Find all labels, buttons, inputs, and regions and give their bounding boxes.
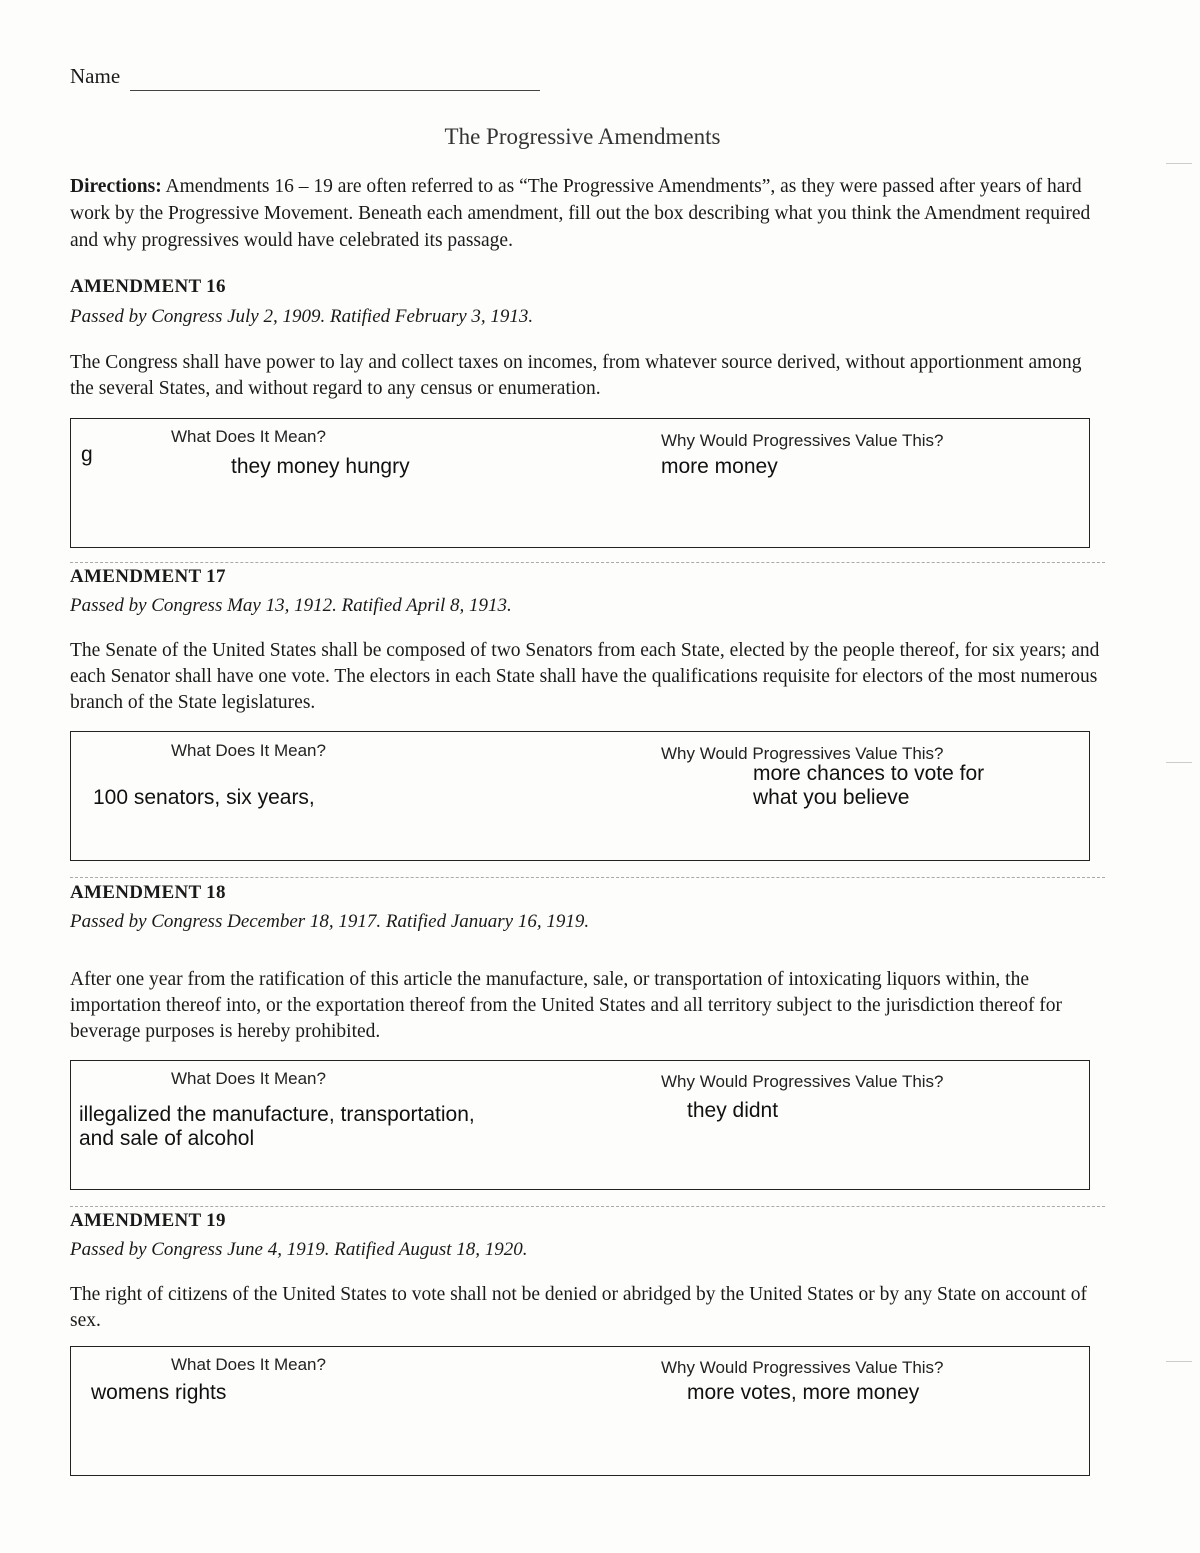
amendment-16-why-answer[interactable]: more money <box>661 455 778 478</box>
scan-margin-mark <box>1166 762 1192 763</box>
section-divider <box>70 562 1105 563</box>
amendment-18-meaning-answer[interactable]: illegalized the manufacture, transportation, and sale of alcohol <box>79 1103 475 1150</box>
amendment-18-text: After one year from the ratification of this article the manufacture, sale, or transportation of intoxicating liquors within, the importation thereof into, or the exportation thereof from the United States and all territory subject to the jurisdiction thereof for beverage purposes is hereby prohibited. <box>70 969 1063 1042</box>
amendment-18-dates: Passed by Congress December 18, 1917. Ratified January 16, 1919. <box>70 911 590 932</box>
scan-margin-mark <box>1166 1361 1192 1362</box>
amendment-17-text: The Senate of the United States shall be composed of two Senators from each State, elected by the people thereof, for six years; and each Senator shall have one vote. The electors in each State shall have the qualifications requisite for electors of the most numerous branch of the State legislatures. <box>70 640 1100 713</box>
amendment-17-meaning-answer[interactable]: 100 senators, six years, <box>93 786 315 809</box>
directions <box>70 173 1105 254</box>
why-label: Why Would Progressives Value This? <box>661 744 944 763</box>
meaning-label: What Does It Mean? <box>171 741 326 760</box>
page-title: The Progressive Amendments <box>444 124 721 149</box>
scan-margin-mark <box>1166 163 1192 164</box>
meaning-label: What Does It Mean? <box>171 1355 326 1374</box>
amendment-19-why-answer[interactable]: more votes, more money <box>687 1381 920 1404</box>
amendment-16-text: The Congress shall have power to lay and collect taxes on incomes, from whatever source derived, without apportionment among the several States, and without regard to any census or enumeration. <box>70 352 1082 399</box>
amendment-17-answer-box <box>70 731 1090 861</box>
meaning-label: What Does It Mean? <box>171 427 326 446</box>
amendment-19-meaning-answer[interactable]: womens rights <box>91 1381 227 1404</box>
why-label: Why Would Progressives Value This? <box>661 1358 944 1377</box>
amendment-17-why-answer[interactable]: more chances to vote for what you believe <box>753 762 985 809</box>
amendment-19-dates: Passed by Congress June 4, 1919. Ratified August 18, 1920. <box>70 1239 528 1260</box>
why-label: Why Would Progressives Value This? <box>661 1072 944 1091</box>
amendment-17-heading: AMENDMENT 17 <box>70 566 226 587</box>
amendment-18-why-answer[interactable]: they didnt <box>687 1099 779 1122</box>
amendment-17-dates: Passed by Congress May 13, 1912. Ratified April 8, 1913. <box>70 595 512 616</box>
amendment-19-heading: AMENDMENT 19 <box>70 1210 226 1231</box>
amendment-16-dates: Passed by Congress July 2, 1909. Ratified February 3, 1913. <box>70 306 534 327</box>
amendment-16-answer-box <box>70 418 1090 548</box>
section-divider <box>70 877 1105 878</box>
name-label: Name <box>70 64 121 88</box>
directions-text: Amendments 16 – 19 are often referred to as “The Progressive Amendments”, as they were passed after years of hard work by the Progressive Movement. Beneath each amendment, fill out the box describing what you think the Amendment required and why progressives would have celebrated its passage. <box>70 176 1091 251</box>
name-field-line[interactable] <box>130 90 540 91</box>
amendment-19-answer-box <box>70 1346 1090 1476</box>
amendment-19-text: The right of citizens of the United States to vote shall not be denied or abridged by the United States or by any State on account of sex. <box>70 1284 1087 1331</box>
why-label: Why Would Progressives Value This? <box>661 431 944 450</box>
section-divider <box>70 1206 1105 1207</box>
amendment-16-stray-mark: g <box>81 443 93 466</box>
meaning-label: What Does It Mean? <box>171 1069 326 1088</box>
amendment-18-answer-box <box>70 1060 1090 1190</box>
amendment-18-heading: AMENDMENT 18 <box>70 882 226 903</box>
amendment-16-heading: AMENDMENT 16 <box>70 276 226 297</box>
directions-label: Directions: <box>70 176 162 197</box>
amendment-16-meaning-answer[interactable]: they money hungry <box>231 455 410 478</box>
